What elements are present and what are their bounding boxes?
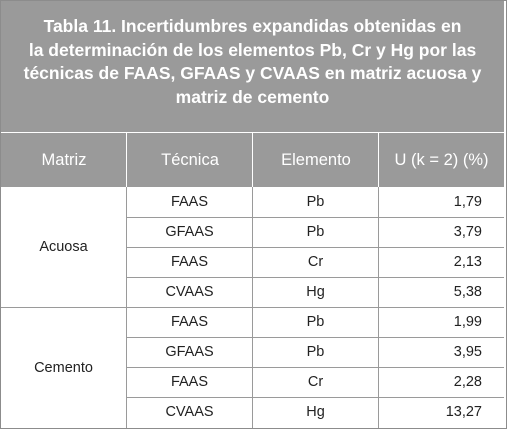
title-line: Tabla 11. Incertidumbres expandidas obtenidas en	[43, 16, 462, 36]
title-line: matriz de cemento	[175, 86, 330, 107]
u-value-cell: 2,28	[453, 374, 482, 390]
u-value-cell: 3,79	[453, 224, 482, 240]
elemento-cell: Pb	[306, 194, 325, 210]
tecnica-cell: CVAAS	[165, 404, 214, 420]
matriz-cell: Cemento	[34, 360, 93, 376]
tecnica-cell: FAAS	[170, 314, 209, 330]
elemento-cell: Pb	[306, 344, 325, 360]
u-value-cell: 5,38	[453, 284, 482, 300]
tecnica-cell: CVAAS	[165, 284, 214, 300]
elemento-cell: Cr	[307, 254, 324, 270]
elemento-cell: Pb	[306, 314, 325, 330]
tecnica-cell: FAAS	[170, 194, 209, 210]
tecnica-cell: GFAAS	[165, 224, 214, 240]
header-divider	[252, 133, 253, 187]
title-line: técnicas de FAAS, GFAAS y CVAAS en matriz acuosa y	[23, 63, 482, 83]
header-tecnica: Técnica	[161, 151, 219, 169]
header-elemento: Elemento	[281, 151, 351, 169]
header-divider	[378, 133, 379, 187]
u-value-cell: 1,99	[453, 314, 482, 330]
table-title	[1, 1, 504, 132]
tecnica-cell: FAAS	[170, 374, 209, 390]
u-value-cell: 1,79	[453, 194, 482, 210]
u-value-cell: 13,27	[445, 404, 482, 420]
tecnica-cell: FAAS	[170, 254, 209, 270]
u-value-cell: 2,13	[453, 254, 482, 270]
header-matriz: Matriz	[41, 151, 87, 169]
elemento-cell: Cr	[307, 374, 324, 390]
elemento-cell: Hg	[306, 284, 325, 300]
elemento-cell: Hg	[306, 404, 325, 420]
header-u: U (k = 2) (%)	[394, 151, 489, 169]
header-divider	[126, 133, 127, 187]
matriz-cell: Acuosa	[39, 239, 88, 255]
elemento-cell: Pb	[306, 224, 325, 240]
tecnica-cell: GFAAS	[165, 344, 214, 360]
u-value-cell: 3,95	[453, 344, 482, 360]
title-line: la determinación de los elementos Pb, Cr y Hg por las	[28, 39, 477, 60]
